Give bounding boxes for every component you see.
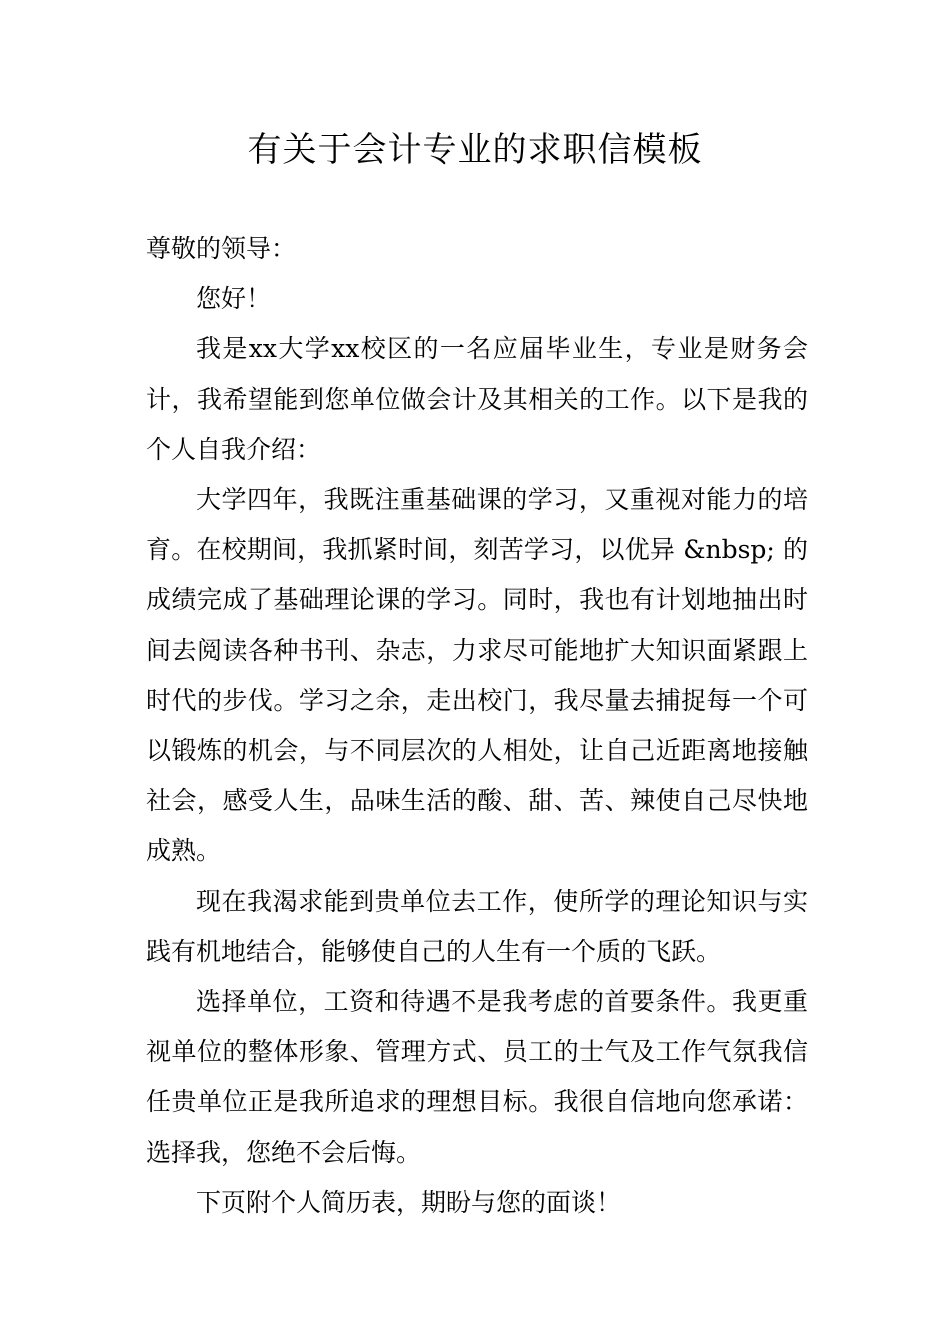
greeting: 您好！: [196, 284, 272, 314]
paragraph-university: 大学四年，我既注重基础课的学习，又重视对能力的培育。在校期间，我抓紧时间，刻苦学习，以优异 &nbsp; 的成绩完成了基础理论课的学习。同时，我也有计划地抽出时间去阅读各种书刊、杂志，力求尽可能地扩大知识面紧跟上时代的步伐。学习之余，走出校门，我尽量去捕捉每一个可以锻炼的机会，与不同层次的人相处，让自己近距离地接触社会，感受人生，品味生活的酸、甜、苦、辣使自己尽快地成熟。: [146, 485, 808, 866]
paragraph-closing: 下页附个人简历表，期盼与您的面谈！: [196, 1187, 622, 1217]
paragraph-intro: 我是xx大学xx校区的一名应届毕业生，专业是财务会计，我希望能到您单位做会计及其相关的工作。以下是我的个人自我介绍：: [146, 334, 808, 464]
paragraph-choice: 选择单位，工资和待遇不是我考虑的首要条件。我更重视单位的整体形象、管理方式、员工的士气及工作气氛我信任贵单位正是我所追求的理想目标。我很自信地向您承诺：选择我，您绝不会后悔。: [146, 987, 808, 1167]
letter-body: [146, 224, 808, 1228]
paragraph-aspiration: 现在我渴求能到贵单位去工作，使所学的理论知识与实践有机地结合，能够使自己的人生有一个质的飞跃。: [146, 886, 808, 966]
salutation: 尊敬的领导：: [146, 234, 297, 263]
document-title: 有关于会计专业的求职信模板: [247, 130, 703, 170]
